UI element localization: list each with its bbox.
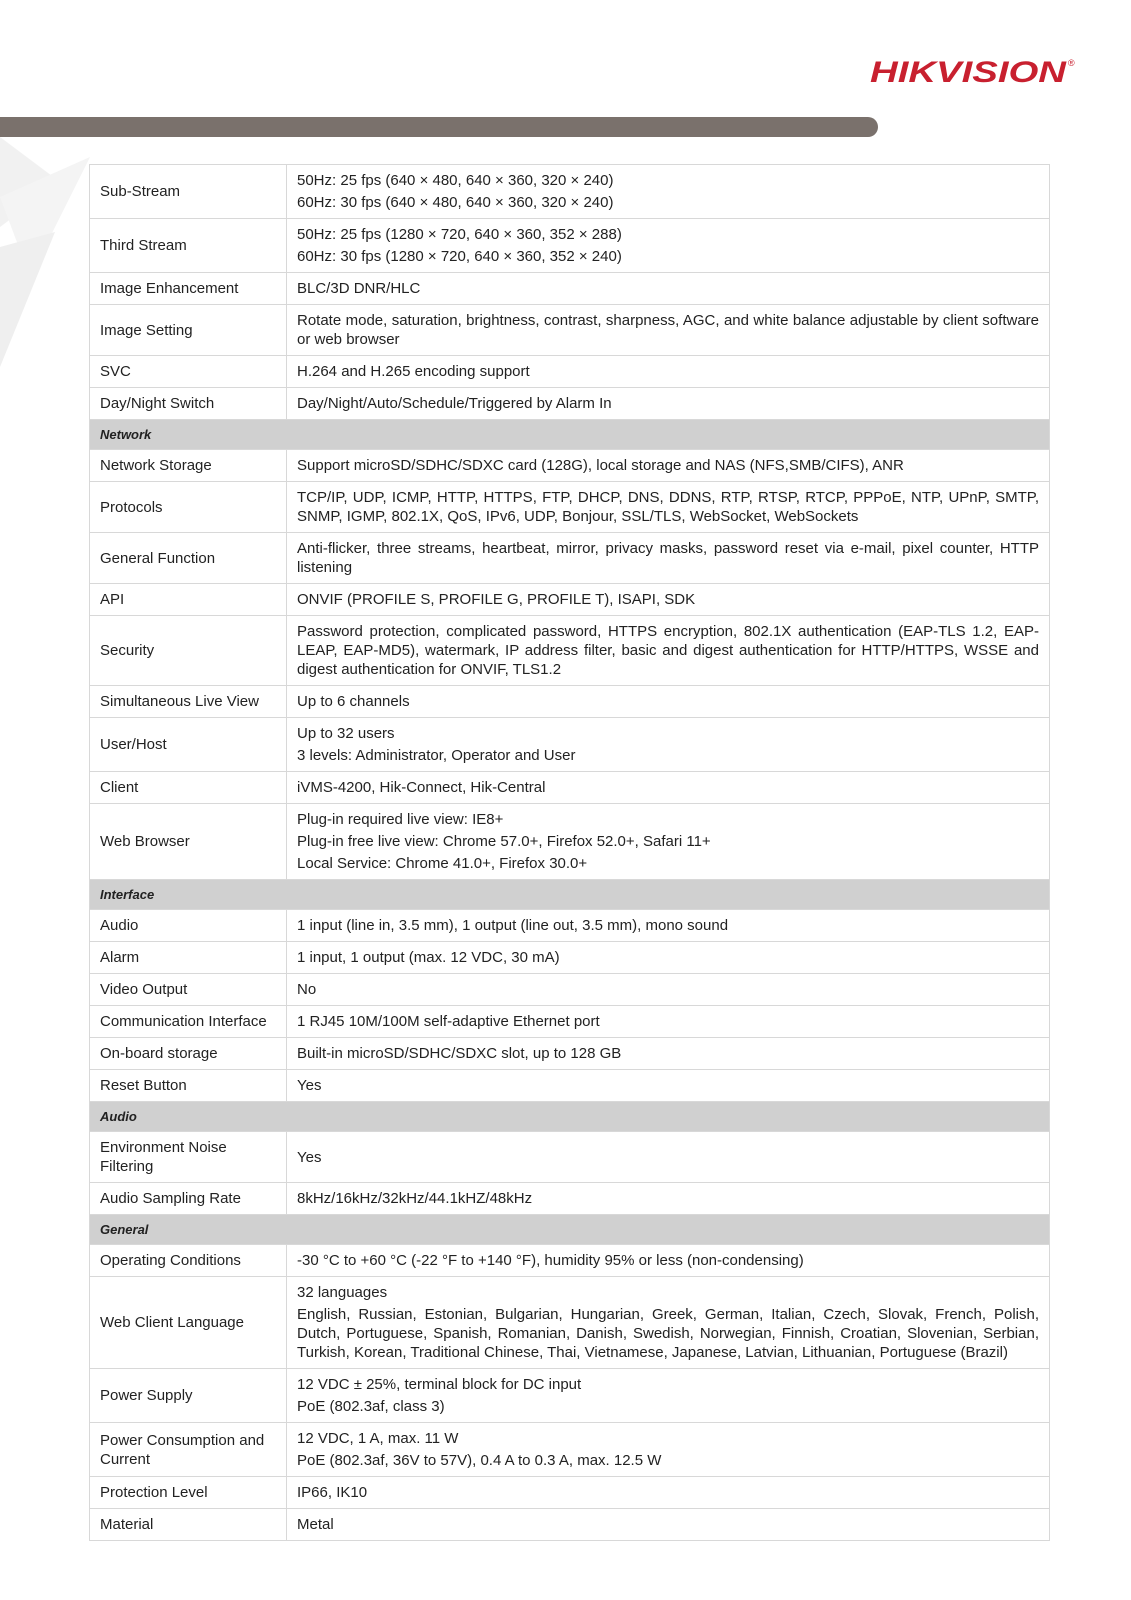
spec-value-line: Yes: [297, 1077, 322, 1094]
spec-value: [287, 974, 1050, 1006]
spec-value: [287, 165, 1050, 219]
spec-value-line: Anti-flicker, three streams, heartbeat, mirror, privacy masks, password reset via e-mail, pixel counter, HTTP listening: [297, 540, 1039, 576]
spec-label: Web Client Language: [90, 1277, 287, 1369]
section-header: [90, 420, 1050, 450]
spec-value: [287, 1183, 1050, 1215]
spec-value: [287, 1038, 1050, 1070]
spec-label: Power Consumption and Current: [90, 1423, 287, 1477]
spec-value: [287, 718, 1050, 772]
spec-row: [90, 1277, 1050, 1369]
spec-value: [287, 1006, 1050, 1038]
spec-label: SVC: [90, 356, 287, 388]
spec-row: [90, 1477, 1050, 1509]
spec-row: [90, 804, 1050, 880]
spec-value: [287, 1477, 1050, 1509]
spec-value-line: Support microSD/SDHC/SDXC card (128G), local storage and NAS (NFS,SMB/CIFS), ANR: [297, 457, 904, 474]
spec-value: [287, 388, 1050, 420]
spec-label: Security: [90, 616, 287, 686]
spec-row: [90, 450, 1050, 482]
spec-value: [287, 584, 1050, 616]
hikvision-logo: [870, 54, 1080, 88]
spec-value-line: 12 VDC ± 25%, terminal block for DC input: [297, 1376, 582, 1393]
spec-value-line: Built-in microSD/SDHC/SDXC slot, up to 128 GB: [297, 1045, 622, 1062]
spec-label: User/Host: [90, 718, 287, 772]
spec-label: Communication Interface: [90, 1006, 287, 1038]
spec-label: General Function: [90, 533, 287, 584]
spec-row: [90, 718, 1050, 772]
spec-value-line: IP66, IK10: [297, 1484, 368, 1501]
spec-value-line: Plug-in required live view: IE8+: [297, 811, 504, 828]
spec-value-line: 60Hz: 30 fps (1280 × 720, 640 × 360, 352 × 240): [297, 248, 622, 265]
spec-label: Day/Night Switch: [90, 388, 287, 420]
spec-value: [287, 1245, 1050, 1277]
spec-value: [287, 273, 1050, 305]
spec-row: [90, 1369, 1050, 1423]
section-title: Network: [90, 420, 1050, 450]
section-title: Interface: [90, 880, 1050, 910]
spec-value-line: Local Service: Chrome 41.0+, Firefox 30.0+: [297, 855, 588, 872]
spec-label: Alarm: [90, 942, 287, 974]
spec-value: [287, 910, 1050, 942]
spec-row: [90, 305, 1050, 356]
spec-row: [90, 1132, 1050, 1183]
spec-label: Third Stream: [90, 219, 287, 273]
spec-value-line: Rotate mode, saturation, brightness, contrast, sharpness, AGC, and white balance adjustable by client software or web browser: [297, 312, 1039, 348]
spec-value: [287, 1423, 1050, 1477]
spec-label: Audio: [90, 910, 287, 942]
spec-value: [287, 533, 1050, 584]
section-title: Audio: [90, 1102, 1050, 1132]
spec-row: [90, 1038, 1050, 1070]
spec-value-line: Day/Night/Auto/Schedule/Triggered by Alarm In: [297, 395, 612, 412]
spec-row: [90, 974, 1050, 1006]
spec-row: [90, 1183, 1050, 1215]
spec-label: Image Enhancement: [90, 273, 287, 305]
spec-value: [287, 356, 1050, 388]
spec-row: [90, 388, 1050, 420]
logo-text: HIKVISION: [870, 56, 1068, 88]
section-header: [90, 880, 1050, 910]
spec-row: [90, 533, 1050, 584]
spec-row: [90, 584, 1050, 616]
section-header: [90, 1102, 1050, 1132]
spec-value-line: BLC/3D DNR/HLC: [297, 280, 421, 297]
decorative-watermark: [0, 137, 100, 367]
spec-value-line: No: [297, 981, 317, 998]
spec-label: Environment Noise Filtering: [90, 1132, 287, 1183]
spec-label: Protection Level: [90, 1477, 287, 1509]
spec-value: [287, 686, 1050, 718]
spec-label: Power Supply: [90, 1369, 287, 1423]
section-title: General: [90, 1215, 1050, 1245]
spec-row: [90, 273, 1050, 305]
spec-label: Operating Conditions: [90, 1245, 287, 1277]
spec-value: [287, 305, 1050, 356]
spec-value-line: Plug-in free live view: Chrome 57.0+, Firefox 52.0+, Safari 11+: [297, 833, 711, 850]
spec-value: [287, 482, 1050, 533]
spec-label: Simultaneous Live View: [90, 686, 287, 718]
spec-value-line: Up to 6 channels: [297, 693, 410, 710]
spec-value: [287, 616, 1050, 686]
spec-label: Client: [90, 772, 287, 804]
spec-value: [287, 1369, 1050, 1423]
header-bar: [0, 117, 878, 137]
spec-row: [90, 219, 1050, 273]
spec-value: [287, 1070, 1050, 1102]
spec-value-line: 32 languages: [297, 1284, 388, 1301]
spec-row: [90, 165, 1050, 219]
spec-value-line: H.264 and H.265 encoding support: [297, 363, 530, 380]
spec-value-line: Up to 32 users: [297, 725, 395, 742]
spec-value-line: -30 °C to +60 °C (-22 °F to +140 °F), humidity 95% or less (non-condensing): [297, 1252, 804, 1269]
spec-label: Video Output: [90, 974, 287, 1006]
spec-label: On-board storage: [90, 1038, 287, 1070]
spec-label: Reset Button: [90, 1070, 287, 1102]
spec-row: [90, 616, 1050, 686]
spec-row: [90, 482, 1050, 533]
spec-value-line: PoE (802.3af, 36V to 57V), 0.4 A to 0.3 A, max. 12.5 W: [297, 1452, 662, 1469]
spec-row: [90, 1509, 1050, 1541]
spec-row: [90, 1245, 1050, 1277]
spec-row: [90, 356, 1050, 388]
spec-row: [90, 772, 1050, 804]
spec-value: [287, 1132, 1050, 1183]
spec-value-line: 8kHz/16kHz/32kHz/44.1kHZ/48kHz: [297, 1190, 533, 1207]
spec-value-line: TCP/IP, UDP, ICMP, HTTP, HTTPS, FTP, DHCP, DNS, DDNS, RTP, RTSP, RTCP, PPPoE, NTP, UPnP, SMTP, SNMP, IGMP, 802.1X, QoS, IPv6, UDP, Bonjour, SSL/TLS, WebSocket, WebSockets: [297, 489, 1039, 525]
spec-label: API: [90, 584, 287, 616]
spec-value-line: PoE (802.3af, class 3): [297, 1398, 445, 1415]
spec-value-line: 3 levels: Administrator, Operator and User: [297, 747, 576, 764]
spec-value: [287, 1277, 1050, 1369]
spec-value-line: 1 RJ45 10M/100M self-adaptive Ethernet port: [297, 1013, 600, 1030]
spec-value: [287, 804, 1050, 880]
spec-value-line: Metal: [297, 1516, 334, 1533]
spec-value-line: 50Hz: 25 fps (1280 × 720, 640 × 360, 352 × 288): [297, 226, 622, 243]
spec-value-line: 1 input, 1 output (max. 12 VDC, 30 mA): [297, 949, 560, 966]
spec-row: [90, 1070, 1050, 1102]
spec-value-line: 1 input (line in, 3.5 mm), 1 output (line out, 3.5 mm), mono sound: [297, 917, 729, 934]
spec-value-line: Yes: [297, 1148, 322, 1166]
spec-label: Image Setting: [90, 305, 287, 356]
spec-label: Audio Sampling Rate: [90, 1183, 287, 1215]
spec-value: [287, 942, 1050, 974]
spec-label: Protocols: [90, 482, 287, 533]
spec-row: [90, 686, 1050, 718]
spec-value-line: 50Hz: 25 fps (640 × 480, 640 × 360, 320 × 240): [297, 172, 614, 189]
spec-value: [287, 772, 1050, 804]
spec-label: Web Browser: [90, 804, 287, 880]
spec-value-line: iVMS-4200, Hik-Connect, Hik-Central: [297, 779, 546, 796]
svg-text:®: ®: [1068, 58, 1075, 68]
spec-label: Sub-Stream: [90, 165, 287, 219]
spec-value-line: English, Russian, Estonian, Bulgarian, Hungarian, Greek, German, Italian, Czech, Slovak, French, Polish, Dutch, Portuguese, Spanish, Romanian, Danish, Swedish, Norwegian, Finnish, Croatian, Slovenian, Serbian, Turkish, Korean, Traditional Chinese, Thai, Vietnamese, Japanese, Latvian, Lithuanian, Portuguese (Brazil): [297, 1306, 1039, 1361]
spec-label: Network Storage: [90, 450, 287, 482]
spec-value: [287, 450, 1050, 482]
section-header: [90, 1215, 1050, 1245]
spec-label: Material: [90, 1509, 287, 1541]
spec-table: [89, 164, 1050, 1541]
spec-row: [90, 1423, 1050, 1477]
spec-row: [90, 942, 1050, 974]
spec-row: [90, 1006, 1050, 1038]
spec-value-line: 12 VDC, 1 A, max. 11 W: [297, 1430, 459, 1447]
spec-value: [287, 1509, 1050, 1541]
spec-value-line: 60Hz: 30 fps (640 × 480, 640 × 360, 320 × 240): [297, 194, 614, 211]
spec-value-line: ONVIF (PROFILE S, PROFILE G, PROFILE T), ISAPI, SDK: [297, 591, 696, 608]
spec-row: [90, 910, 1050, 942]
spec-value: [287, 219, 1050, 273]
spec-value-line: Password protection, complicated password, HTTPS encryption, 802.1X authentication (EAP-TLS 1.2, EAP-LEAP, EAP-MD5), watermark, IP address filter, basic and digest authentication for HTTP/HTTPS, WSSE and digest authentication for ONVIF, TLS1.2: [297, 623, 1039, 678]
